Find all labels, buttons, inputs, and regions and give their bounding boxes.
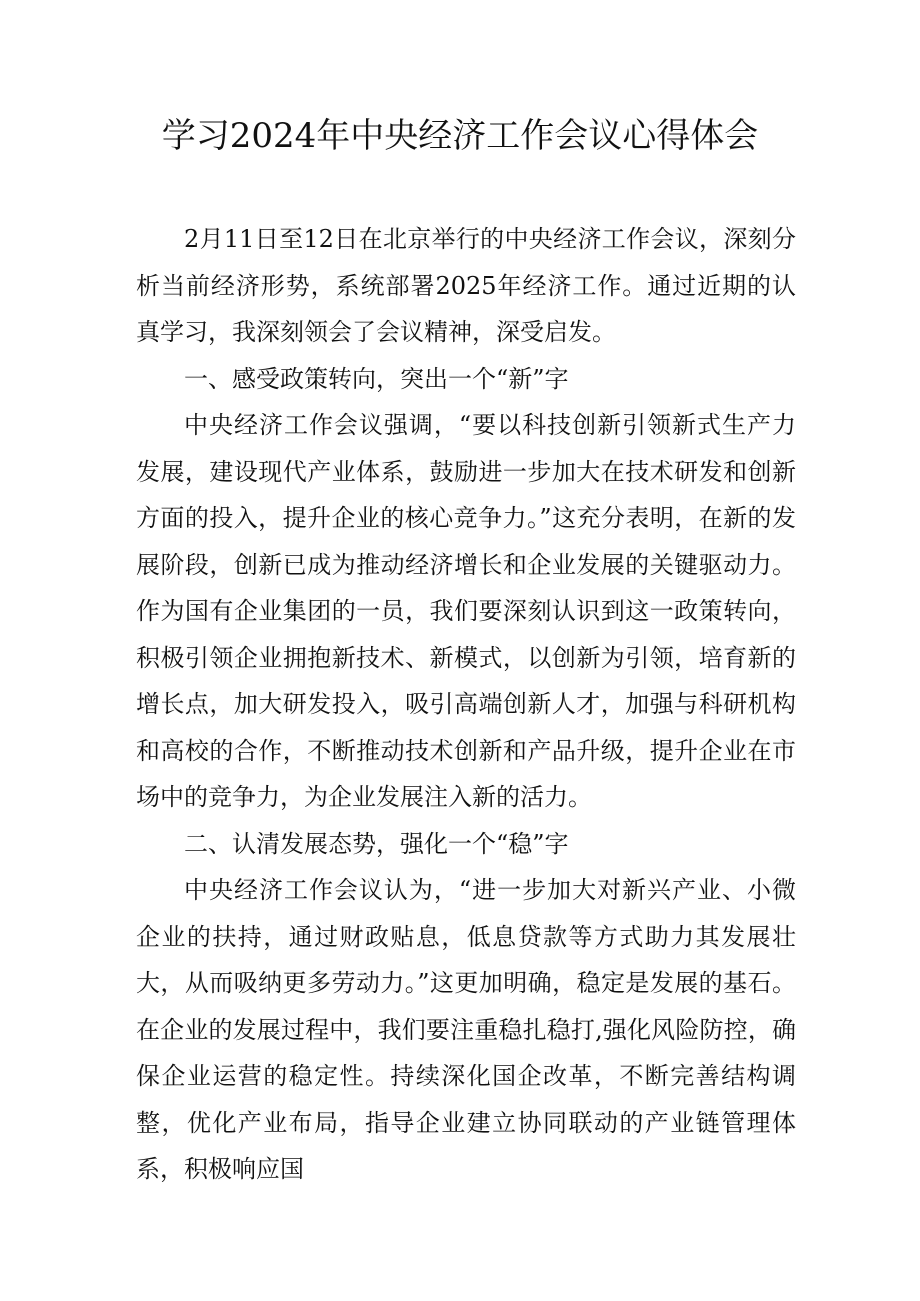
section-heading-1: 一、感受政策转向，突出一个“新”字 xyxy=(184,364,569,393)
section-2-paragraph: 中央经济工作会议认为，“进一步加大对新兴产业、小微企业的扶持，通过财政贴息，低息贷款等方式助力其发展壮大，从而吸纳更多劳动力。”这更加明确，稳定是发展的基石。在企业的发展过程中，我们要注重稳扎稳打,强化风险防控，确保企业运营的稳定性。持续深化国企改革，不断完善结构调整，优化产业布局，指导企业建立协同联动的产业链管理体系，积极响应国 xyxy=(136,876,796,1183)
section-heading-2: 二、认清发展态势，强化一个“稳”字 xyxy=(184,829,569,858)
section-1-paragraph: 中央经济工作会议强调，“要以科技创新引领新式生产力发展，建设现代产业体系，鼓励进一步加大在技术研发和创新方面的投入，提升企业的核心竞争力。”这充分表明，在新的发展阶段，创新已成为推动经济增长和企业发展的关键驱动力。作为国有企业集团的一员，我们要深刻认识到这一政策转向，积极引领企业拥抱新技术、新模式，以创新为引领，培育新的增长点，加大研发投入，吸引高端创新人才，加强与科研机构和高校的合作，不断推动技术创新和产品升级，提升企业在市场中的竞争力，为企业发展注入新的活力。 xyxy=(136,411,796,811)
document-body xyxy=(136,216,796,1193)
document-title: 学习2024年中央经济工作会议心得体会 xyxy=(161,116,759,156)
intro-paragraph: 2月11日至12日在北京举行的中央经济工作会议，深刻分析当前经济形势，系统部署2025年经济工作。通过近期的认真学习，我深刻领会了会议精神，深受启发。 xyxy=(136,225,796,346)
